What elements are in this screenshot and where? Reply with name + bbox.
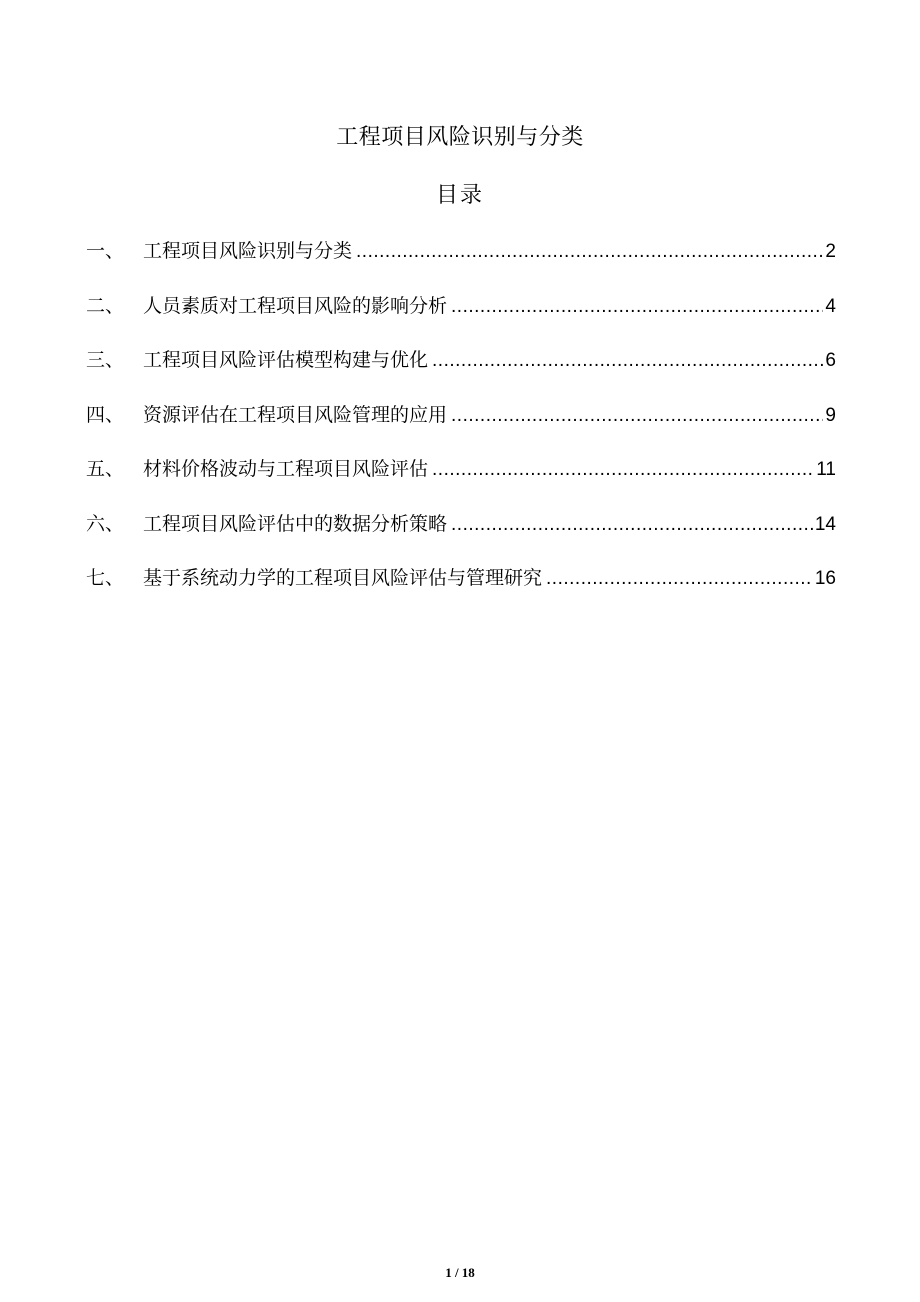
toc-dot-leader [356, 234, 823, 270]
toc-entry-title: 工程项目风险评估中的数据分析策略 [143, 512, 448, 535]
toc-entry-number: 三、 [86, 349, 125, 371]
toc-entry[interactable] [86, 451, 836, 506]
toc-entry[interactable] [86, 506, 836, 561]
toc-heading: 目录 [435, 183, 484, 208]
toc-dot-leader [432, 343, 823, 379]
toc-entry[interactable] [86, 342, 836, 397]
toc-entry-page-number: 9 [825, 404, 836, 426]
toc-entry-title: 基于系统动力学的工程项目风险评估与管理研究 [143, 567, 543, 589]
toc-entry-title: 资源评估在工程项目风险管理的应用 [143, 403, 448, 426]
toc-entry-title: 工程项目风险识别与分类 [143, 240, 353, 262]
toc-entry-number: 一、 [86, 240, 125, 262]
toc-entry-number: 四、 [86, 403, 125, 426]
toc-dot-leader [432, 452, 814, 488]
document-title: 工程项目风险识别与分类 [336, 125, 584, 150]
toc-entry[interactable] [86, 233, 836, 288]
toc-entry-page-number: 2 [825, 241, 836, 262]
toc-entry-number: 六、 [86, 512, 125, 535]
toc-entry-number: 五、 [86, 458, 125, 480]
toc-entry-number: 七、 [86, 567, 125, 589]
table-of-contents [86, 233, 836, 615]
toc-entry-page-number: 11 [816, 459, 836, 480]
toc-entry-page-number: 6 [825, 350, 836, 371]
toc-dot-leader [451, 398, 823, 434]
toc-entry[interactable] [86, 288, 836, 343]
toc-entry[interactable] [86, 397, 836, 452]
toc-entry-page-number: 16 [814, 568, 836, 589]
toc-entry-number: 二、 [86, 294, 125, 317]
toc-entry[interactable] [86, 560, 836, 615]
toc-entry-title: 工程项目风险评估模型构建与优化 [143, 349, 429, 371]
toc-dot-leader [451, 289, 823, 325]
page-number-footer: 1 / 18 [445, 1265, 475, 1280]
toc-dot-leader [546, 561, 813, 597]
toc-dot-leader [451, 507, 813, 543]
toc-entry-page-number: 4 [825, 295, 836, 317]
toc-entry-title: 人员素质对工程项目风险的影响分析 [143, 294, 448, 317]
toc-entry-title: 材料价格波动与工程项目风险评估 [143, 458, 429, 480]
toc-entry-page-number: 14 [814, 513, 836, 535]
